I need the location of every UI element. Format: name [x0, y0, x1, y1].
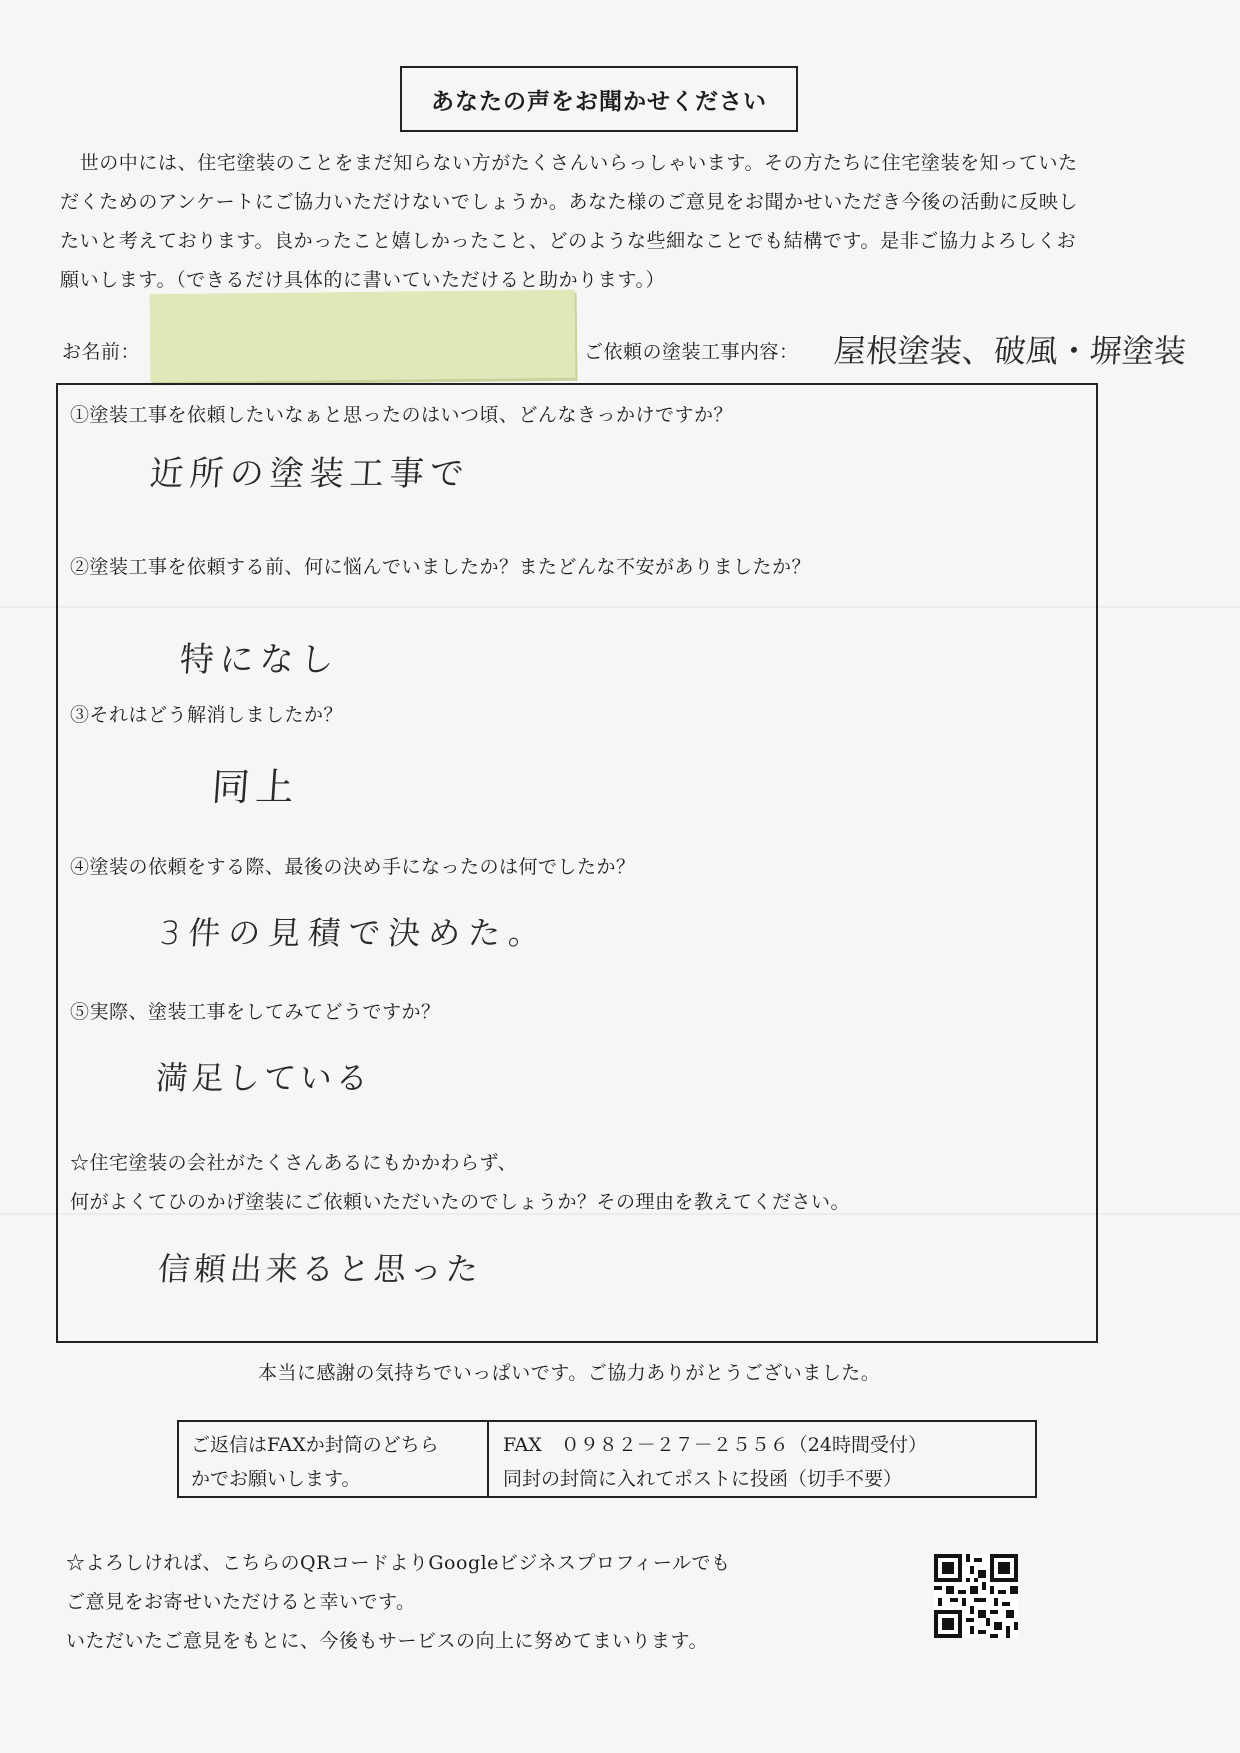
reply-note-line: ご返信はFAXか封筒のどちら [191, 1434, 439, 1456]
intro-line: 世の中には、住宅塗装のことをまだ知らない方がたくさんいらっしゃいます。その方たちに住宅塗装を知っていた [60, 152, 1078, 174]
qr-code-icon[interactable] [934, 1554, 1018, 1638]
footer-line: ご意見をお寄せいただけると幸いです。 [66, 1591, 416, 1613]
question-2: ②塗装工事を依頼する前、何に悩んでいましたか？またどんな不安がありましたか？ [70, 556, 812, 578]
answer-2: 特になし [178, 640, 342, 680]
name-redaction [150, 290, 576, 382]
work-value: 屋根塗装、破風・塀塗装 [832, 332, 1188, 370]
thanks-message: 本当に感謝の気持ちでいっぱいです。ご協力ありがとうございました。 [258, 1362, 881, 1384]
intro-line: 願いします。（できるだけ具体的に書いていただけると助かります。） [60, 269, 666, 291]
work-label: ご依頼の塗装工事内容： [584, 341, 799, 363]
question-5: ⑤実際、塗装工事をしてみてどうですか？ [70, 1001, 441, 1023]
intro-line: だくためのアンケートにご協力いただけないでしょうか。あなた様のご意見をお聞かせいただき今後の活動に反映し [60, 191, 1079, 213]
name-label: お名前： [62, 341, 141, 363]
footer-line: ☆よろしければ、こちらのQRコードよりGoogleビジネスプロフィールでも [66, 1552, 731, 1574]
answer-4: 3件の見積で決めた。 [158, 914, 550, 952]
answer-3: 同上 [210, 765, 302, 809]
question-4: ④塗装の依頼をする際、最後の決め手になったのは何でしたか？ [70, 856, 636, 878]
reply-method-note [179, 1422, 489, 1496]
envelope-note: 同封の封筒に入れてポストに投函（切手不要） [503, 1468, 903, 1490]
answer-1: 近所の塗装工事で [148, 454, 472, 494]
reply-method-table [177, 1420, 1037, 1498]
reply-options [489, 1422, 1035, 1496]
answer-5: 満足している [154, 1059, 374, 1097]
reply-note-line: かでお願いします。 [191, 1468, 361, 1490]
page-title: あなたの声をお聞かせください [400, 66, 798, 132]
star-answer: 信頼出来ると思った [156, 1250, 484, 1288]
intro-line: たいと考えております。良かったこと嬉しかったこと、どのような些細なことでも結構です。是非ご協力よろしくお [60, 230, 1077, 252]
footer-line: いただいたご意見をもとに、今後もサービスの向上に努めてまいります。 [66, 1630, 708, 1652]
question-3: ③それはどう解消しましたか？ [70, 704, 344, 726]
star-question-line1: ☆住宅塗装の会社がたくさんあるにもかかわらず、 [70, 1152, 517, 1174]
fax-number: FAX ０９８２－２７－２５５６（24時間受付） [503, 1434, 927, 1456]
question-1: ①塗装工事を依頼したいなぁと思ったのはいつ頃、どんなきっかけですか？ [70, 404, 734, 426]
star-question-line2: 何がよくてひのかげ塗装にご依頼いただいたのでしょうか？その理由を教えてください。 [70, 1191, 851, 1213]
